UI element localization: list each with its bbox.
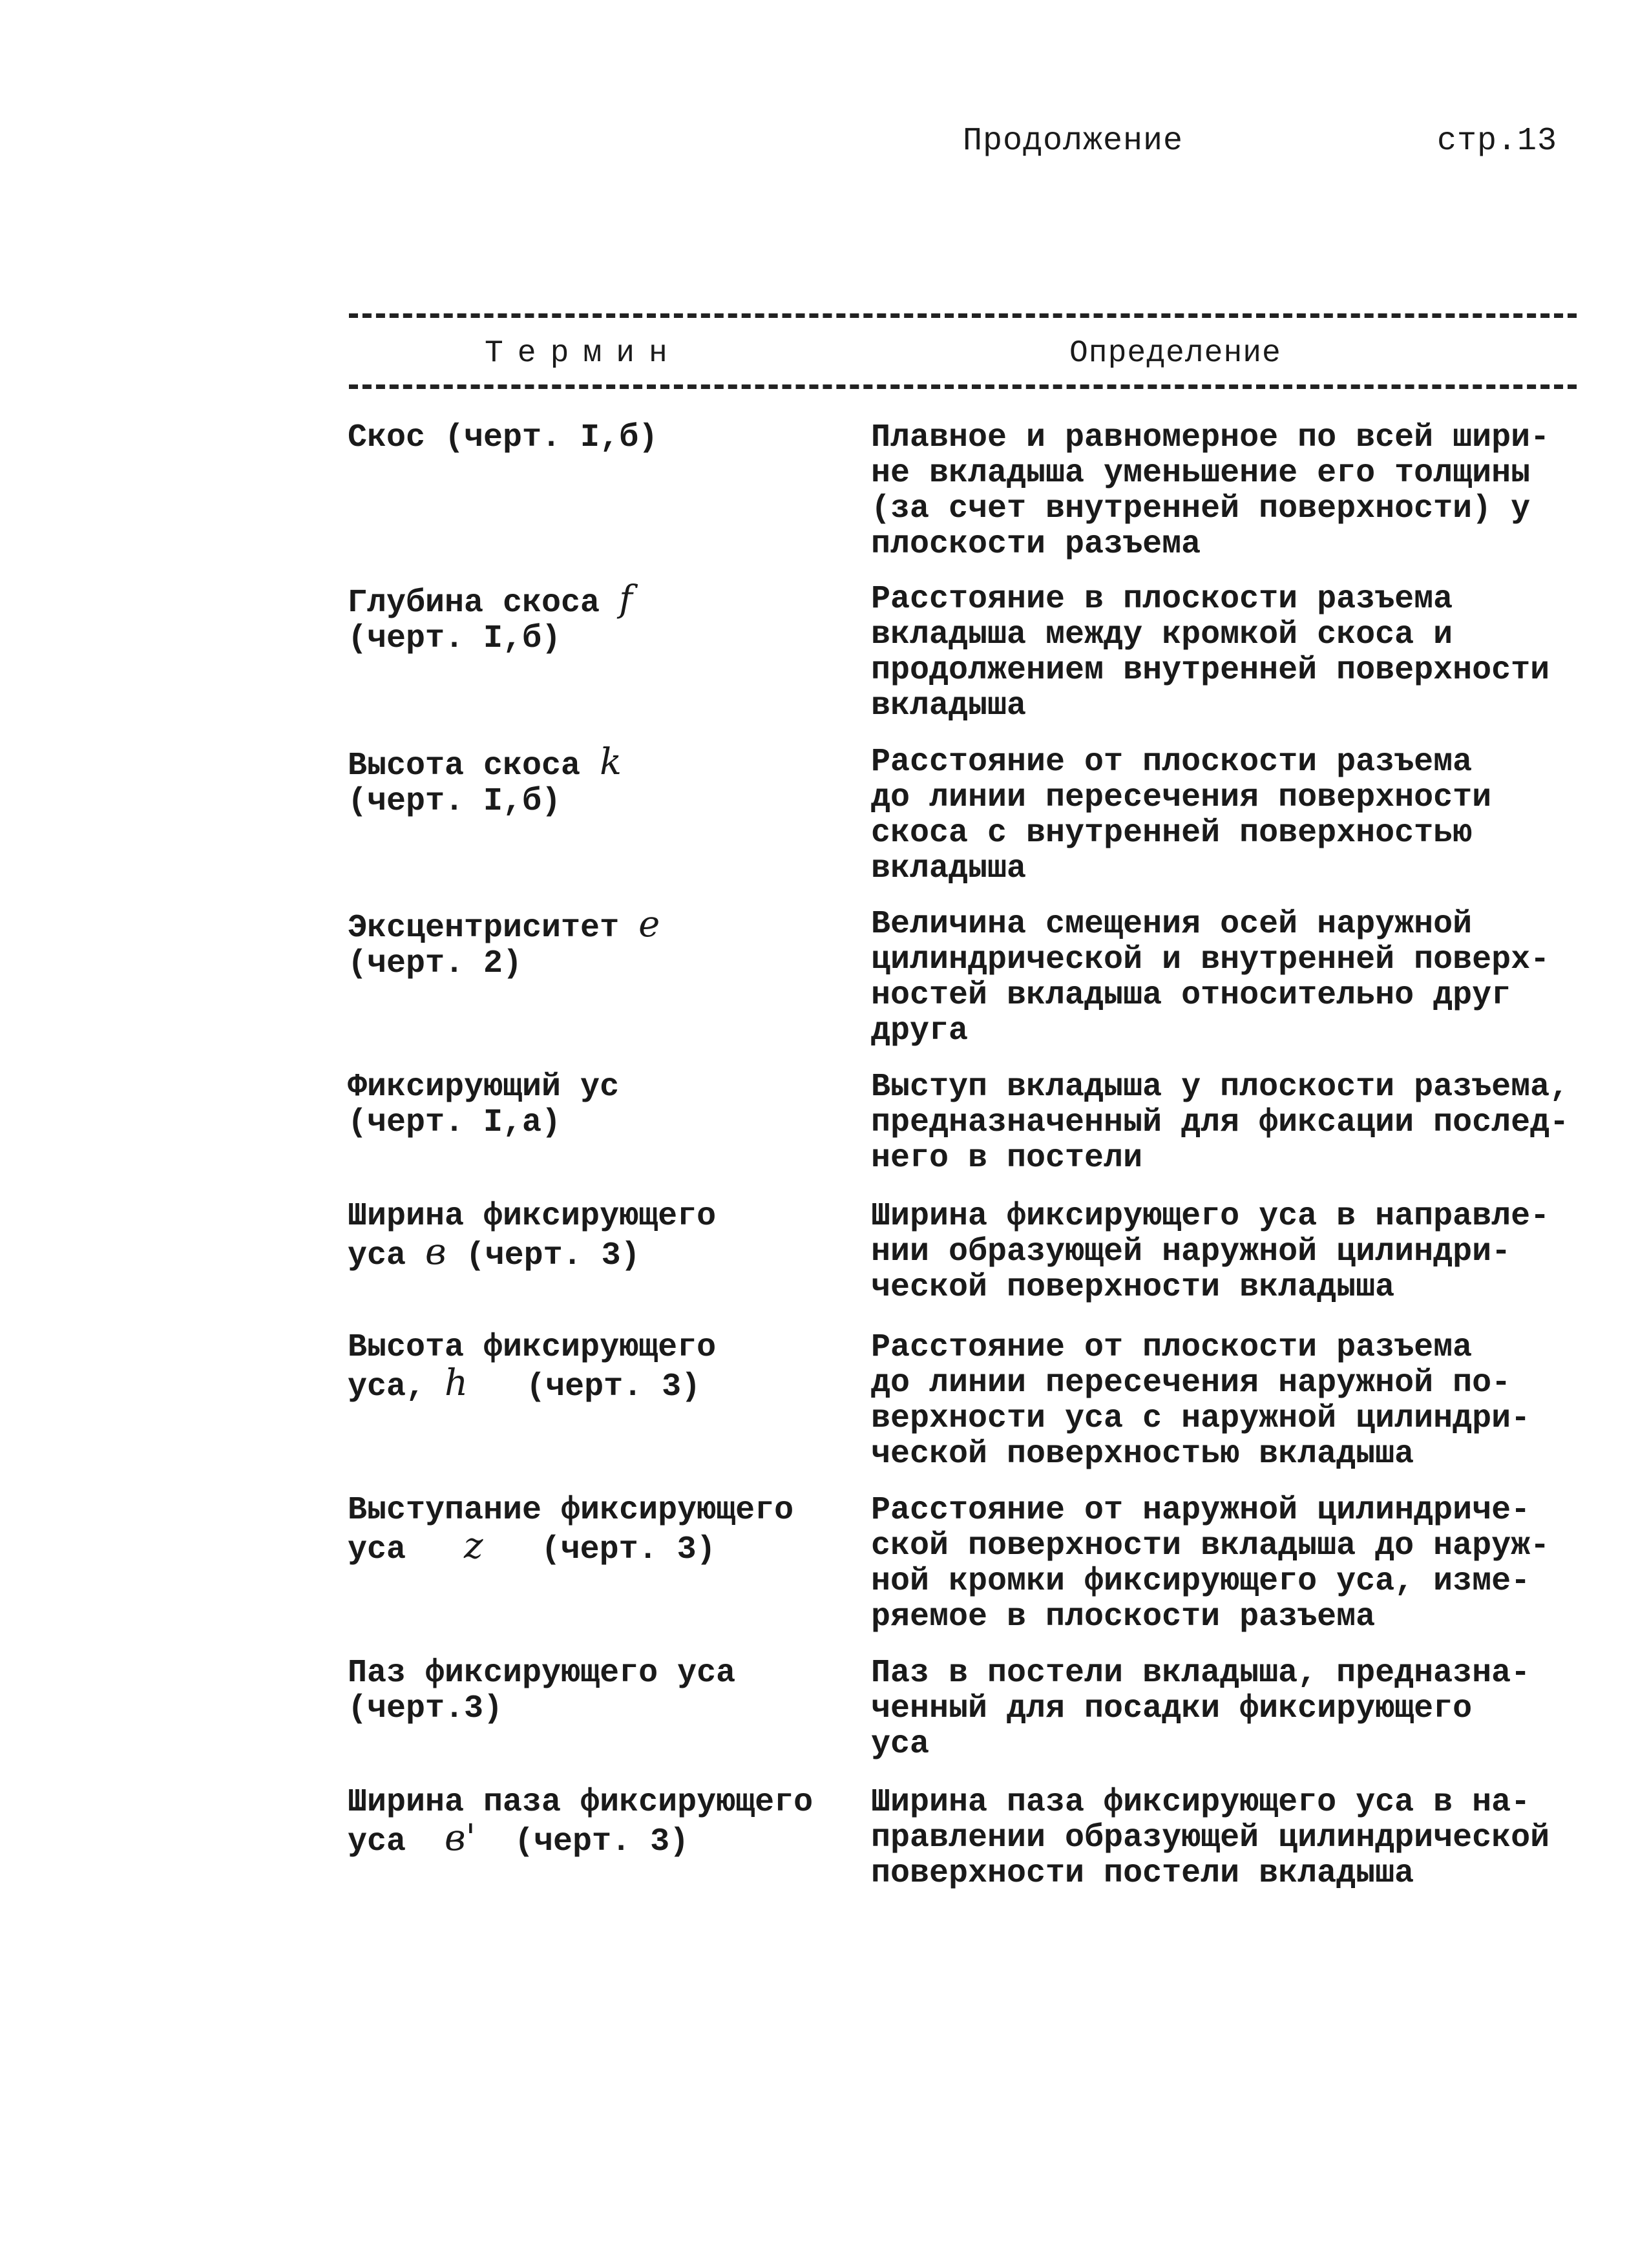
definition-line: Паз в постели вкладыша, предназна- [871, 1655, 1531, 1692]
definition-line: (за счет внутренней поверхности) у [871, 490, 1531, 527]
term-prefix: уса [348, 1237, 426, 1274]
table-top-rule [349, 313, 1577, 318]
definition-line: вкладыша между кромкой скоса и [871, 616, 1453, 653]
definition-line: цилиндрической и внутренней поверх- [871, 941, 1550, 978]
term-text: Ширина паза фиксирующего [348, 1784, 814, 1821]
term-reference: (черт. 3) [483, 1531, 716, 1568]
definition-line: Расстояние в плоскости разъема [871, 581, 1453, 618]
term-text: Скос (черт. I,б) [348, 419, 658, 456]
definition-cell [871, 420, 1595, 562]
term-reference: (черт. 2) [348, 945, 523, 982]
definition-line: нии образующей наружной цилиндри- [871, 1234, 1511, 1270]
continuation-label: Продолжение [963, 123, 1184, 160]
term-symbol: z [464, 1525, 483, 1567]
term-reference: (черт. 3) [476, 1823, 689, 1860]
term-reference: (черт. I,б) [348, 783, 562, 820]
term-text: Паз фиксирующего уса [348, 1655, 736, 1692]
term-cell [348, 1493, 865, 1568]
definition-line: ряемое в плоскости разъема [871, 1599, 1376, 1635]
definition-cell [871, 1069, 1595, 1176]
term-cell [348, 1785, 865, 1860]
definition-line: Расстояние от плоскости разъема [871, 744, 1473, 781]
term-prefix: уса [348, 1531, 465, 1568]
definition-line: Плавное и равномерное по всей шири- [871, 419, 1550, 456]
term-text: Фиксирующий ус [348, 1069, 620, 1106]
definition-cell [871, 582, 1595, 724]
column-header-definition: Определение [1069, 336, 1281, 371]
definition-cell [871, 1785, 1595, 1891]
definition-line: Ширина паза фиксирующего уса в на- [871, 1784, 1531, 1821]
term-prefix: уса, [348, 1369, 445, 1405]
page-header [963, 123, 1557, 168]
term-prefix: уса [348, 1823, 445, 1860]
term-text: Ширина фиксирующего [348, 1198, 717, 1235]
term-symbol: в' [445, 1817, 476, 1859]
definition-line: ченный для посадки фиксирующего [871, 1690, 1473, 1727]
definition-line: Расстояние от наружной цилиндриче- [871, 1492, 1531, 1529]
term-cell [348, 420, 865, 456]
term-text: Эксцентриситет [348, 910, 639, 947]
definition-line: уса [871, 1726, 930, 1763]
term-symbol: k [600, 741, 622, 783]
term-cell [348, 1199, 865, 1274]
definition-line: вкладыша [871, 850, 1027, 887]
definition-line: правлении образующей цилиндрической [871, 1820, 1550, 1856]
term-text: Глубина скоса [348, 585, 620, 622]
table-header-rule [349, 384, 1577, 389]
definition-line: ческой поверхностью вкладыша [871, 1436, 1414, 1473]
term-symbol: в [425, 1231, 446, 1273]
term-reference: (черт.3) [348, 1690, 503, 1727]
definition-cell [871, 744, 1595, 887]
term-reference: (черт. 3) [468, 1369, 701, 1405]
definition-cell [871, 1655, 1595, 1762]
definition-line: поверхности постели вкладыша [871, 1855, 1414, 1892]
definition-line: до линии пересечения поверхности [871, 779, 1492, 816]
definition-line: ческой поверхности вкладыша [871, 1269, 1395, 1306]
term-text: Высота фиксирующего [348, 1329, 717, 1366]
term-symbol: e [638, 903, 660, 945]
page-number: стр.13 [1436, 123, 1557, 160]
term-cell [348, 741, 865, 820]
definition-cell [871, 907, 1595, 1049]
definition-line: плоскости разъема [871, 526, 1201, 563]
term-reference: (черт. 3) [446, 1237, 640, 1274]
definition-line: Выступ вкладыша у плоскости разъема, [871, 1069, 1570, 1106]
definition-line: не вкладыша уменьшение его толщины [871, 455, 1531, 492]
definition-cell [871, 1330, 1595, 1472]
definition-cell [871, 1493, 1595, 1635]
definition-line: ной кромки фиксирующего уса, изме- [871, 1563, 1531, 1600]
definition-line: ской поверхности вкладыша до наруж- [871, 1528, 1550, 1564]
term-symbol: h [445, 1362, 468, 1404]
definition-line: предназначенный для фиксации послед- [871, 1104, 1570, 1141]
definition-line: Величина смещения осей наружной [871, 906, 1473, 943]
term-cell [348, 1069, 865, 1140]
column-header-term: Термин [485, 336, 682, 371]
definition-line: вкладыша [871, 688, 1027, 724]
term-cell [348, 1655, 865, 1727]
term-cell [348, 903, 865, 982]
term-cell [348, 578, 865, 657]
definition-line: скоса с внутренней поверхностью [871, 815, 1473, 852]
definition-line: верхности уса с наружной цилиндри- [871, 1400, 1531, 1437]
term-reference: (черт. I,б) [348, 620, 562, 657]
definition-line: Ширина фиксирующего уса в направле- [871, 1198, 1550, 1235]
term-reference: (черт. I,а) [348, 1104, 562, 1141]
term-text: Выступание фиксирующего [348, 1492, 794, 1529]
definition-line: продолжением внутренней поверхности [871, 652, 1550, 689]
term-cell [348, 1330, 865, 1405]
definition-cell [871, 1199, 1595, 1305]
definition-line: него в постели [871, 1140, 1143, 1177]
definition-line: до линии пересечения наружной по- [871, 1365, 1511, 1402]
definition-line: ностей вкладыша относительно друг [871, 977, 1511, 1014]
definition-line: Расстояние от плоскости разъема [871, 1329, 1473, 1366]
term-symbol: f [619, 578, 633, 620]
definition-line: друга [871, 1013, 969, 1049]
term-text: Высота скоса [348, 748, 600, 784]
